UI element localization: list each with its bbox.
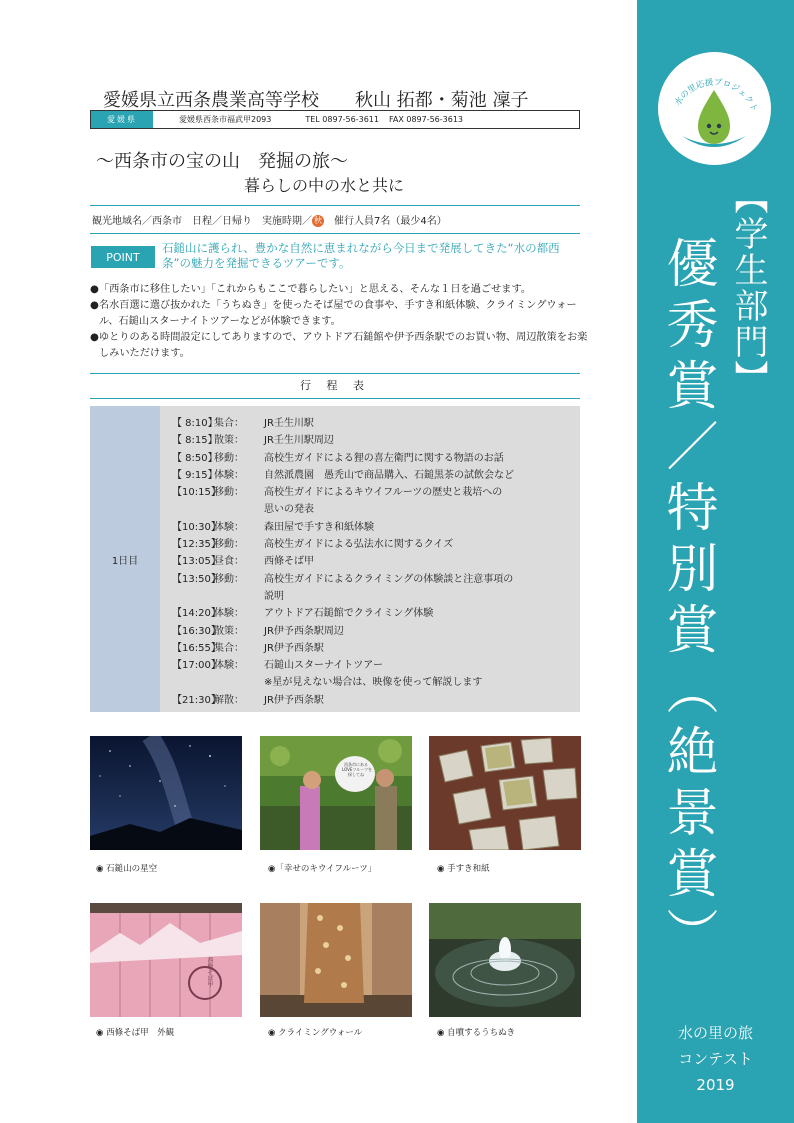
schedule-row xyxy=(172,484,572,501)
schedule-desc: JR伊予西条駅 xyxy=(264,642,324,654)
meta-people: 催行人員7名（最少4名） xyxy=(324,216,447,227)
schedule-type: 集合： xyxy=(214,418,244,429)
feature-item: ●「西条市に移住したい」「これからもここで暮らしたい」と思える、そんな１日を過ごせます。 xyxy=(90,284,532,295)
contact-bar xyxy=(90,110,580,129)
photo-caption: ◉ クライミングウォール xyxy=(268,1028,363,1038)
schedule-row xyxy=(172,432,572,449)
schedule-time: 【12:35】 xyxy=(172,539,221,551)
schedule-row-continuation: ※星が見えない場合は、映像を使って解説します xyxy=(264,677,483,689)
schedule-table xyxy=(90,406,580,712)
contest-line-1: 水の里の旅 xyxy=(677,1024,753,1042)
schedule-desc: JR壬生川駅 xyxy=(264,418,314,429)
schedule-type: 体験： xyxy=(214,469,244,481)
schedule-time: 【17:00】 xyxy=(172,660,221,672)
award-title: 優秀賞／特別賞（絶景賞） xyxy=(657,236,717,968)
schedule-row xyxy=(172,623,572,640)
photo-caption: ◉ 手すき和紙 xyxy=(437,864,490,874)
schedule-row xyxy=(172,553,572,570)
schedule-row xyxy=(172,692,572,709)
schedule-type: 体験： xyxy=(214,660,244,672)
schedule-time: 【10:30】 xyxy=(172,521,221,533)
contest-year: 2019 xyxy=(696,1076,735,1094)
telephone: TEL 0897-56-3611 xyxy=(305,115,379,124)
schedule-type: 体験： xyxy=(214,521,244,533)
photo-caption: ◉「幸せのキウイフルーツ」 xyxy=(268,864,377,874)
schedule-desc: 高校生ガイドによるクライミングの体験談と注意事項の xyxy=(264,573,514,585)
address: 愛媛県西条市福武甲2093 xyxy=(179,115,272,124)
schedule-row xyxy=(172,657,572,674)
schedule-desc: JR壬生川駅周辺 xyxy=(264,435,334,447)
schedule-time: 【10:15】 xyxy=(172,487,221,499)
schedule-desc: 高校生ガイドによる弘法水に関するクイズ xyxy=(264,539,454,551)
schedule-row xyxy=(172,605,572,622)
divider xyxy=(90,233,580,234)
schedule-desc: 西條そば甲 xyxy=(264,556,314,568)
photo-washi-paper xyxy=(429,736,581,850)
photo-kiwi-fruit xyxy=(260,736,412,850)
schedule-row xyxy=(172,467,572,484)
tour-meta xyxy=(92,212,447,227)
logo-text: 水の里応援プロジェクト xyxy=(673,77,760,114)
schedule-time: 【13:05】 xyxy=(172,556,221,568)
school-and-authors: 愛媛県立西条農業高等学校 秋山 拓都・菊池 凜子 xyxy=(103,90,529,111)
divider xyxy=(90,398,580,399)
project-logo xyxy=(658,52,771,165)
contest-line-2: コンテスト xyxy=(678,1050,753,1068)
feature-item: ●名水百選に選び抜かれた「うちぬき」を使ったそば屋での食事や、手すき和紙体験、クライミングウォール、石鎚山スターナイトツアーなどが体験できます。 xyxy=(90,300,577,327)
schedule-row-continuation: 説明 xyxy=(264,590,284,602)
tour-subtitle: 暮らしの中の水と共に xyxy=(244,176,405,195)
schedule-type: 体験： xyxy=(214,608,244,620)
contest-name xyxy=(637,1020,794,1098)
photo-uchinuki-spring xyxy=(429,903,581,1017)
schedule-desc: アウトドア石鎚館でクライミング体験 xyxy=(264,608,434,620)
schedule-type: 移動： xyxy=(214,452,244,464)
schedule-row xyxy=(172,450,572,467)
point-text: 石鎚山に護られ、豊かな自然に恵まれながら今日まで発展してきた“水の都西条”の魅力を発掘できるツアーです。 xyxy=(162,241,560,270)
schedule-row-continuation: 思いの発表 xyxy=(264,504,314,516)
photo-caption: ◉ 自噴するうちぬき xyxy=(437,1028,516,1038)
schedule-type: 散策： xyxy=(214,435,244,447)
schedule-time: 【 8:10】 xyxy=(172,418,218,429)
schedule-row xyxy=(172,519,572,536)
feature-list xyxy=(90,282,590,362)
tour-title: 〜西条市の宝の山 発掘の旅〜 xyxy=(96,151,348,172)
schedule-time: 【16:55】 xyxy=(172,642,221,654)
schedule-row xyxy=(172,640,572,657)
fax: FAX 0897-56-3613 xyxy=(388,115,464,124)
season-badge: 秋 xyxy=(314,216,322,225)
schedule-desc: JR伊予西条駅周辺 xyxy=(264,625,344,637)
schedule-time: 【13:50】 xyxy=(172,573,221,585)
photo-climbing-wall xyxy=(260,903,412,1017)
meta-area: 観光地域名／西条市 日程／日帰り 実施時期／ xyxy=(92,216,312,227)
photo-caption: ◉ 石鎚山の星空 xyxy=(96,864,158,874)
schedule-time: 【14:20】 xyxy=(172,608,221,620)
schedule-type: 昼食： xyxy=(214,556,244,568)
schedule-type: 移動： xyxy=(214,487,244,499)
award-category: 【学生部門】 xyxy=(728,180,768,396)
photo-starry-sky xyxy=(90,736,242,850)
schedule-time: 【 8:15】 xyxy=(172,435,218,447)
schedule-row xyxy=(172,415,572,432)
schedule-time: 【16:30】 xyxy=(172,625,221,637)
schedule-desc: 石鎚山スターナイトツアー xyxy=(264,660,383,672)
schedule-type: 移動： xyxy=(214,539,244,551)
schedule-desc: 高校生ガイドによるキウイフルーツの歴史と栽培への xyxy=(264,487,503,499)
photo-soba-shop xyxy=(90,903,242,1017)
day-label: 1日目 xyxy=(90,406,160,712)
prefecture-badge: 愛媛県 xyxy=(91,111,153,128)
noren-text: 西條そば甲 xyxy=(206,957,213,987)
divider xyxy=(90,373,580,374)
logo-emblem-icon xyxy=(658,52,771,165)
schedule-type: 解散： xyxy=(214,694,244,706)
schedule-title: 行 程 表 xyxy=(300,379,370,392)
kiwi-sign-text: 西条市にある LOVEフルーツを 探してね xyxy=(342,762,373,777)
divider xyxy=(90,205,580,206)
schedule-type: 集合： xyxy=(214,642,244,654)
schedule-type: 移動： xyxy=(214,573,244,585)
schedule-desc: JR伊予西条駅 xyxy=(264,694,324,706)
schedule-desc: 自然派農園 愚秃山で商品購入、石鎚黒茶の試飲会など xyxy=(264,469,514,481)
schedule-row xyxy=(172,571,572,588)
schedule-desc: 高校生ガイドによる狸の喜左衛門に関する物語のお話 xyxy=(264,452,504,464)
schedule-row xyxy=(172,536,572,553)
photo-caption: ◉ 西條そば甲 外観 xyxy=(96,1028,175,1038)
schedule-type: 散策： xyxy=(214,625,244,637)
schedule-time: 【 9:15】 xyxy=(172,469,218,481)
schedule-desc: 森田屋で手すき和紙体験 xyxy=(264,521,374,533)
schedule-time: 【 8:50】 xyxy=(172,452,218,464)
feature-item: ●ゆとりのある時間設定にしてありますので、アウトドア石鎚館や伊予西条駅でのお買い物、周辺散策をお楽しみいただけます。 xyxy=(90,332,588,359)
point-badge: POINT xyxy=(91,246,155,268)
schedule-list xyxy=(172,415,572,709)
schedule-time: 【21:30】 xyxy=(172,694,221,706)
